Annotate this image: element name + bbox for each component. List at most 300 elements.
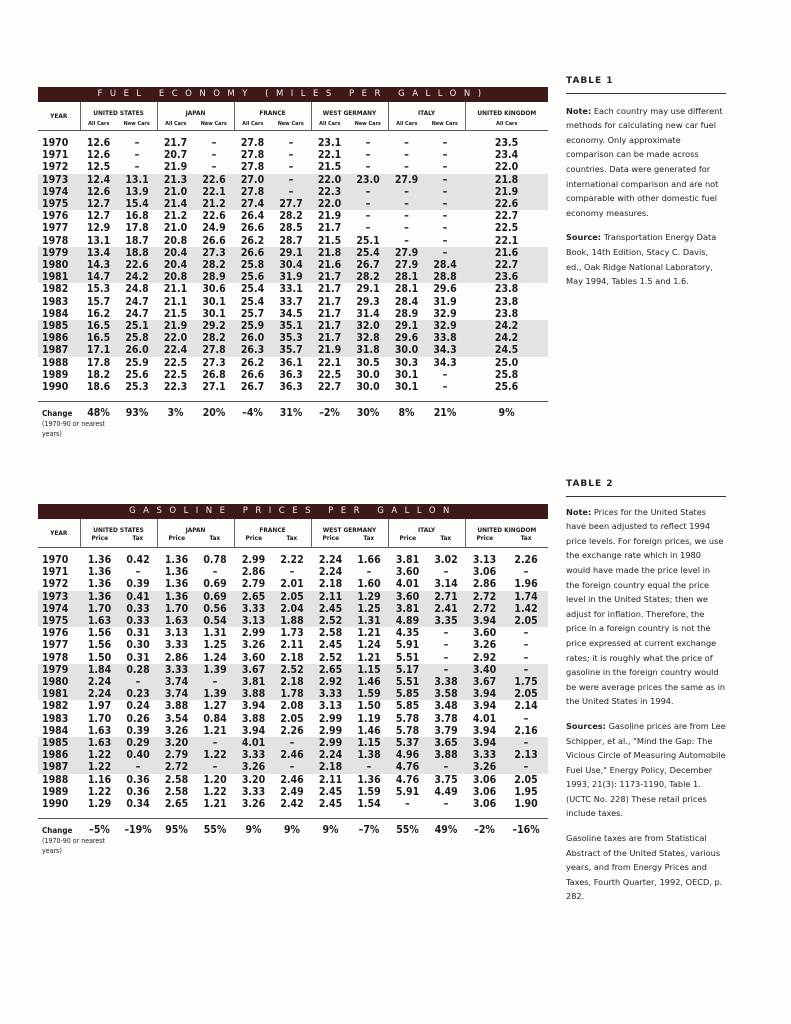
value-cell: 1.25 [350,603,388,615]
value-cell: 0.84 [203,712,227,725]
value-cell: 28.1 [394,283,419,296]
value-cell: 1.63 [80,615,119,627]
value-cell: 34.3 [425,344,465,356]
sub-header: Price [388,534,427,548]
value-cell: 3.58 [427,688,465,700]
value-cell: 22.6 [194,174,234,186]
value-cell: 31.9 [433,295,457,308]
value-cell: 16.8 [125,210,149,223]
value-cell: – [134,149,140,162]
value-cell: 30.1 [202,295,226,308]
sub-header: Price [234,534,273,548]
value-cell: 4.01 [234,737,273,749]
change-value: 95% [157,819,196,837]
sub-header: New Cars [200,120,227,127]
value-cell: 3.26 [465,761,504,773]
table-row [38,381,548,393]
value-cell: 1.59 [350,688,388,700]
value-cell: 22.1 [317,356,342,369]
table-row [38,566,548,578]
value-cell: 27.8 [240,137,265,149]
change-value: –7% [350,819,388,837]
table-row [38,247,548,259]
sub-header: Price [157,534,196,548]
value-cell: – [388,186,425,198]
value-cell: 21.3 [157,174,194,186]
table-row [38,688,548,700]
value-cell: 3.38 [427,676,465,688]
value-cell: 2.14 [514,700,538,713]
value-cell: 27.4 [234,198,271,210]
value-cell: 22.7 [317,381,342,394]
value-cell: 2.18 [280,651,304,664]
value-cell: 3.81 [234,676,273,688]
value-cell: 3.88 [164,700,189,713]
value-cell: – [425,198,465,210]
value-cell: 24.2 [465,332,548,344]
value-cell: 33.7 [279,295,303,308]
value-cell: 0.26 [126,712,150,725]
value-cell: – [211,149,217,162]
value-cell: 0.36 [126,785,150,798]
table-row [38,627,548,639]
value-cell: 32.8 [348,332,388,344]
value-cell: 21.7 [311,320,348,332]
value-cell: 4.01 [395,578,420,591]
value-cell: 23.0 [348,174,388,186]
sub-header: All Cars [388,117,425,131]
sub-header: All Cars [234,117,271,131]
value-cell: 0.23 [119,688,157,700]
value-cell: 3.88 [241,712,266,725]
value-cell: 1.36 [87,554,112,566]
value-cell: 1.63 [87,724,112,737]
table2-heading: TABLE 2 [566,479,614,489]
value-cell: 22.1 [194,186,234,198]
value-cell: – [405,798,410,811]
value-cell: 3.06 [472,798,497,811]
year-cell: 1977 [42,222,69,235]
table-row [38,198,548,210]
value-cell: 1.66 [357,554,381,566]
year-cell: 1982 [42,700,69,713]
value-cell: 5.85 [395,700,420,713]
year-cell: 1971 [42,566,69,579]
change-value: 9% [234,819,273,837]
value-cell: 5.17 [388,664,427,676]
country-header: UNITED STATES [80,519,157,534]
value-cell: 3.75 [434,773,458,786]
sub-header: New Cars [354,120,381,127]
table1-note: Note: Each country may use different methods for calculating new car fuel economy. Only approximate comparison can be made across countries. Data were generated for international comparison and are not comparable with other domestic fuel economy measures. [566,105,723,218]
value-cell: 1.56 [87,627,112,640]
value-cell: – [425,174,465,186]
value-cell: – [523,651,529,664]
value-cell: 27.8 [194,344,234,356]
value-cell: 5.51 [388,676,427,688]
value-cell: 4.96 [388,749,427,761]
value-cell: 24.5 [465,344,548,356]
value-cell: 26.2 [240,234,265,247]
value-cell: – [119,761,157,773]
value-cell: 2.92 [472,651,497,664]
value-cell: 5.51 [395,651,420,664]
table-row [38,737,548,749]
value-cell: 0.69 [196,591,234,603]
value-cell: 2.72 [157,761,196,773]
value-cell: 28.2 [194,259,234,271]
value-cell: 2.22 [280,554,304,566]
table2-notes [566,477,726,914]
value-cell: 21.8 [311,247,348,259]
value-cell: 2.45 [311,603,350,615]
value-cell: 2.45 [318,785,343,798]
value-cell: – [350,761,388,773]
value-cell: – [443,639,449,652]
value-cell: 18.7 [125,234,149,247]
value-cell: – [442,222,448,235]
value-cell: 1.16 [87,773,112,786]
value-cell: 1.36 [164,578,189,591]
value-cell: 1.22 [203,785,227,798]
fuel-economy-title: FUEL ECONOMY (MILES PER GALLON) [38,87,548,102]
value-cell: 2.13 [504,749,548,761]
value-cell: 1.24 [357,639,381,652]
change-value: 9% [273,819,311,837]
value-cell: 26.6 [240,222,265,235]
value-cell: 3.33 [234,603,273,615]
value-cell: 25.8 [117,332,157,344]
value-cell: 30.5 [356,356,380,369]
table-row [38,296,548,308]
value-cell: 21.7 [311,271,348,283]
value-cell: 1.63 [80,737,119,749]
value-cell: 30.3 [394,356,419,369]
value-cell: 0.30 [126,639,150,652]
value-cell: 29.3 [356,295,380,308]
value-cell: 1.21 [357,651,381,664]
value-cell: 1.31 [203,627,227,640]
value-cell: 5.37 [388,737,427,749]
table-row [38,308,548,320]
year-cell: 1972 [42,161,69,174]
value-cell: 31.4 [356,307,380,320]
year-cell: 1988 [42,356,69,369]
value-cell: 1.21 [203,798,227,811]
sub-header: All Cars [465,117,548,131]
value-cell: 3.94 [465,737,504,749]
value-cell: 3.60 [395,566,420,579]
value-cell: 3.79 [434,724,458,737]
value-cell: 2.52 [318,651,343,664]
value-cell: 25.1 [356,234,380,247]
value-cell: 26.4 [240,210,265,223]
value-cell: – [134,161,140,174]
value-cell: 1.70 [87,712,112,725]
value-cell: 1.46 [350,676,388,688]
value-cell: 2.45 [318,798,343,811]
year-cell: 1984 [42,724,69,737]
value-cell: 24.7 [125,295,149,308]
value-cell: 1.36 [164,554,189,566]
value-cell: 21.0 [157,186,194,198]
value-cell: 20.7 [163,149,188,162]
value-cell: 2.99 [241,627,266,640]
sub-header: Tax [132,534,144,542]
value-cell: 4.76 [388,761,427,773]
value-cell: 22.5 [494,222,519,235]
sub-header: Price [311,534,350,548]
value-cell: 26.8 [202,368,226,381]
value-cell: 2.99 [311,737,350,749]
value-cell: 2.24 [311,749,350,761]
value-cell: 13.1 [86,234,111,247]
fuel-economy-table [38,87,548,439]
value-cell: 22.3 [163,381,188,394]
year-cell: 1986 [38,332,80,344]
value-cell: 28.5 [279,222,303,235]
value-cell: 21.1 [163,295,188,308]
value-cell: 1.39 [196,688,234,700]
value-cell: 26.3 [234,344,271,356]
value-cell: – [425,247,465,259]
value-cell: 29.6 [433,283,457,296]
value-cell: 3.88 [234,688,273,700]
value-cell: 4.01 [472,712,497,725]
value-cell: 27.8 [240,161,265,174]
value-cell: – [442,161,448,174]
value-cell: 33.8 [425,332,465,344]
value-cell: 3.74 [157,676,196,688]
value-cell: 29.1 [388,320,425,332]
year-cell: 1971 [42,149,69,162]
value-cell: – [443,566,449,579]
change-label: Change [38,819,80,837]
value-cell: 21.7 [317,222,342,235]
sub-header: Price [465,534,504,548]
value-cell: 1.54 [357,798,381,811]
value-cell: 2.46 [273,749,311,761]
value-cell: 26.6 [234,247,271,259]
value-cell: 5.85 [388,688,427,700]
sub-header: All Cars [311,117,348,131]
value-cell: 28.4 [425,259,465,271]
value-cell: 0.56 [196,603,234,615]
gasoline-prices-table [38,504,548,856]
table-row [38,639,548,651]
value-cell: 1.29 [350,591,388,603]
year-cell: 1986 [38,749,80,761]
value-cell: 3.65 [427,737,465,749]
value-cell: 21.6 [311,259,348,271]
value-cell: 22.0 [311,174,348,186]
value-cell: 22.7 [494,210,519,223]
value-cell: 18.6 [86,381,111,394]
value-cell: – [365,222,371,235]
value-cell: 13.1 [117,174,157,186]
value-cell: – [504,664,548,676]
value-cell: 25.3 [125,381,149,394]
value-cell: 17.8 [86,356,111,369]
value-cell: 13.4 [80,247,117,259]
value-cell: 28.8 [425,271,465,283]
year-cell: 1970 [42,554,69,566]
year-cell: 1976 [42,627,69,640]
table-row [38,271,548,283]
value-cell: – [273,761,311,773]
change-value: 3% [157,402,194,420]
country-header: ITALY [388,102,465,117]
value-cell: 25.4 [240,295,265,308]
value-cell: 26.6 [202,234,226,247]
value-cell: 2.65 [234,591,273,603]
value-cell: 3.14 [434,578,458,591]
change-note: (1970-90 or nearest years) [42,837,105,856]
value-cell: 0.69 [203,578,227,591]
value-cell: 1.63 [157,615,196,627]
value-cell: 3.33 [234,749,273,761]
country-header: UNITED KINGDOM [465,102,548,117]
value-cell: 21.8 [465,174,548,186]
change-value: 31% [271,402,311,420]
change-value: 55% [388,819,427,837]
value-cell: 21.9 [311,344,348,356]
value-cell: 12.4 [80,174,117,186]
year-cell: 1990 [42,381,69,394]
value-cell: – [288,161,294,174]
country-header: ITALY [388,519,465,534]
value-cell: 12.9 [86,222,111,235]
table-row [38,174,548,186]
value-cell: 36.1 [279,356,303,369]
value-cell: 30.0 [356,368,380,381]
value-cell: 16.5 [80,332,117,344]
value-cell: 20.8 [163,234,188,247]
change-value: 9% [465,402,548,420]
value-cell: 2.24 [318,554,343,566]
value-cell: 12.7 [80,198,117,210]
value-cell: 27.3 [194,247,234,259]
value-cell: 2.05 [504,688,548,700]
value-cell: 26.7 [348,259,388,271]
value-cell: 2.52 [311,615,350,627]
value-cell: 27.3 [202,356,226,369]
value-cell: 3.20 [157,737,196,749]
table-row [38,210,548,222]
value-cell: 26.0 [234,332,271,344]
value-cell: 1.90 [514,798,538,811]
value-cell: 3.48 [434,700,458,713]
value-cell: 1.27 [203,700,227,713]
value-cell: 2.86 [164,651,189,664]
year-cell: 1979 [38,664,80,676]
table-row [38,259,548,271]
year-cell: 1977 [42,639,69,652]
sub-header: Tax [209,534,221,542]
value-cell: 3.81 [395,554,420,566]
value-cell: 1.21 [357,627,381,640]
value-cell: 22.5 [317,368,342,381]
value-cell: 36.3 [279,381,303,394]
value-cell: – [365,161,371,174]
value-cell: 1.96 [514,578,538,591]
year-header: YEAR [50,112,68,120]
value-cell: 0.33 [119,615,157,627]
country-header: UNITED STATES [80,102,157,117]
value-cell: 32.9 [433,307,457,320]
value-cell: 2.11 [318,773,343,786]
value-cell: 25.9 [125,356,149,369]
value-cell: 22.5 [163,368,188,381]
value-cell: 3.13 [164,627,189,640]
table-row [38,761,548,773]
value-cell: 21.9 [163,161,188,174]
value-cell: 21.2 [163,210,188,223]
value-cell: – [404,222,409,235]
value-cell: 2.99 [318,712,343,725]
value-cell: 1.19 [357,712,381,725]
value-cell: 1.39 [196,664,234,676]
value-cell: 16.2 [86,307,111,320]
table-row [38,137,548,149]
value-cell: 1.15 [350,737,388,749]
value-cell: 2.72 [465,591,504,603]
value-cell: 1.75 [504,676,548,688]
value-cell: 0.29 [119,737,157,749]
value-cell: 27.8 [234,186,271,198]
value-cell: 12.6 [86,137,111,149]
value-cell: 2.01 [280,578,304,591]
value-cell: 1.50 [87,651,112,664]
value-cell: 1.22 [87,785,112,798]
year-cell: 1973 [38,174,80,186]
value-cell: 2.11 [280,639,304,652]
table-row [38,591,548,603]
value-cell: 23.8 [494,295,519,308]
value-cell: 21.6 [465,247,548,259]
value-cell: 2.99 [318,724,343,737]
table-row [38,283,548,295]
value-cell: 2.26 [280,724,304,737]
value-cell: 22.1 [494,234,519,247]
value-cell: 35.1 [271,320,311,332]
value-cell: 2.92 [311,676,350,688]
sub-header: Tax [520,534,532,542]
table-row [38,603,548,615]
value-cell: 1.36 [357,773,381,786]
change-value: 9% [311,819,350,837]
value-cell: 23.1 [317,137,342,149]
value-cell: 1.29 [87,798,112,811]
value-cell: – [504,761,548,773]
value-cell: 34.3 [433,356,457,369]
value-cell: 3.06 [472,785,497,798]
value-cell: 24.2 [117,271,157,283]
value-cell: 29.2 [194,320,234,332]
year-cell: 1972 [42,578,69,591]
value-cell: 31.8 [348,344,388,356]
year-cell: 1974 [38,603,80,615]
value-cell: 2.18 [273,676,311,688]
value-cell: 22.5 [163,356,188,369]
value-cell: 1.21 [203,724,227,737]
value-cell: 27.1 [202,381,226,394]
value-cell: 33.1 [279,283,303,296]
value-cell: 21.7 [311,332,348,344]
value-cell: 3.60 [388,591,427,603]
value-cell: 3.94 [241,724,266,737]
value-cell: 1.78 [273,688,311,700]
